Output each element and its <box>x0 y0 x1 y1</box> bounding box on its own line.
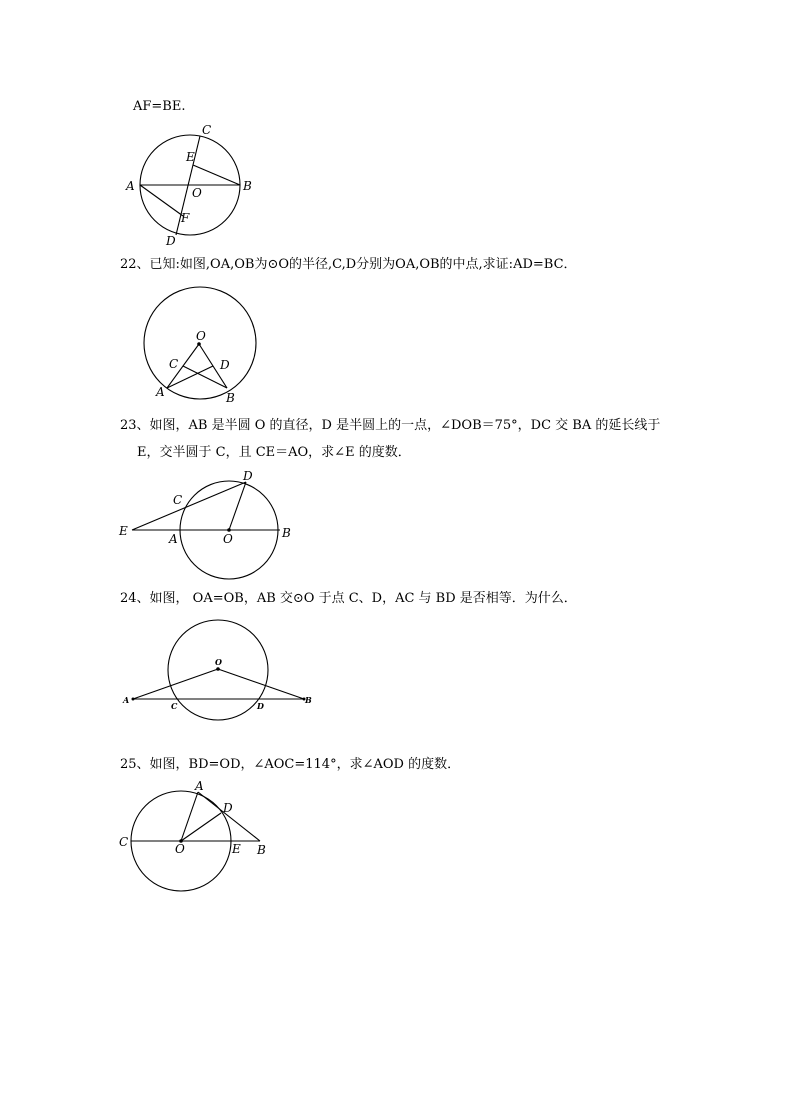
point-o <box>216 667 220 671</box>
label-a: A <box>126 179 135 193</box>
line-ab <box>198 792 260 841</box>
label-a: A <box>195 779 204 793</box>
q21-conclusion: AF=BE. <box>133 99 186 114</box>
segment-af <box>140 185 183 216</box>
label-c: C <box>173 493 183 507</box>
segment-od <box>181 813 221 841</box>
q21-figure <box>120 120 270 250</box>
label-d: D <box>166 234 176 248</box>
label-d: D <box>257 701 264 711</box>
line-ed <box>132 482 246 530</box>
q23-text-line1: 23、如图，AB 是半圆 O 的直径，D 是半圆上的一点，∠DOB＝75°，DC 交 BA 的延长线于 <box>120 418 661 433</box>
label-d: D <box>220 358 230 372</box>
label-b: B <box>257 843 266 857</box>
q23-figure <box>115 468 300 583</box>
label-a: A <box>156 385 165 399</box>
label-e: E <box>232 842 241 856</box>
label-b: B <box>226 391 235 405</box>
label-a: A <box>169 532 178 546</box>
segment-oa <box>133 669 218 699</box>
label-o: O <box>223 532 233 546</box>
q24-text: 24、如图， OA=OB，AB 交⊙O 于点 C、D，AC 与 BD 是否相等．为什么． <box>120 591 577 606</box>
label-e: E <box>186 150 195 164</box>
radius-oa <box>181 792 198 841</box>
label-b: B <box>243 179 252 193</box>
label-c: C <box>119 835 129 849</box>
label-c: C <box>169 357 179 371</box>
q25-figure <box>115 780 275 895</box>
label-e: E <box>119 524 128 538</box>
q22-text: 22、已知:如图,OA,OB为⊙O的半径,C,D分别为OA,OB的中点,求证:AD=BC． <box>120 257 577 272</box>
radius-od <box>229 482 246 530</box>
label-b: B <box>282 526 291 540</box>
label-o: O <box>196 329 206 343</box>
q23-text-line2: E，交半圆于 C，且 CE＝AO，求∠E 的度数． <box>137 445 411 460</box>
q24-figure <box>115 615 320 725</box>
segment-be <box>193 165 240 185</box>
label-f: F <box>181 211 190 225</box>
label-c: C <box>202 123 212 137</box>
label-d: D <box>243 469 253 483</box>
label-o: O <box>175 842 185 856</box>
point-a <box>132 698 135 701</box>
q22-figure <box>140 290 270 405</box>
label-c: C <box>171 701 178 711</box>
label-o: O <box>215 657 222 667</box>
label-a: A <box>123 695 130 705</box>
q25-text: 25、如图，BD=OD，∠AOC=114°，求∠AOD 的度数． <box>120 757 461 772</box>
label-b: B <box>305 695 312 705</box>
label-o: O <box>192 186 202 200</box>
label-d: D <box>223 801 233 815</box>
